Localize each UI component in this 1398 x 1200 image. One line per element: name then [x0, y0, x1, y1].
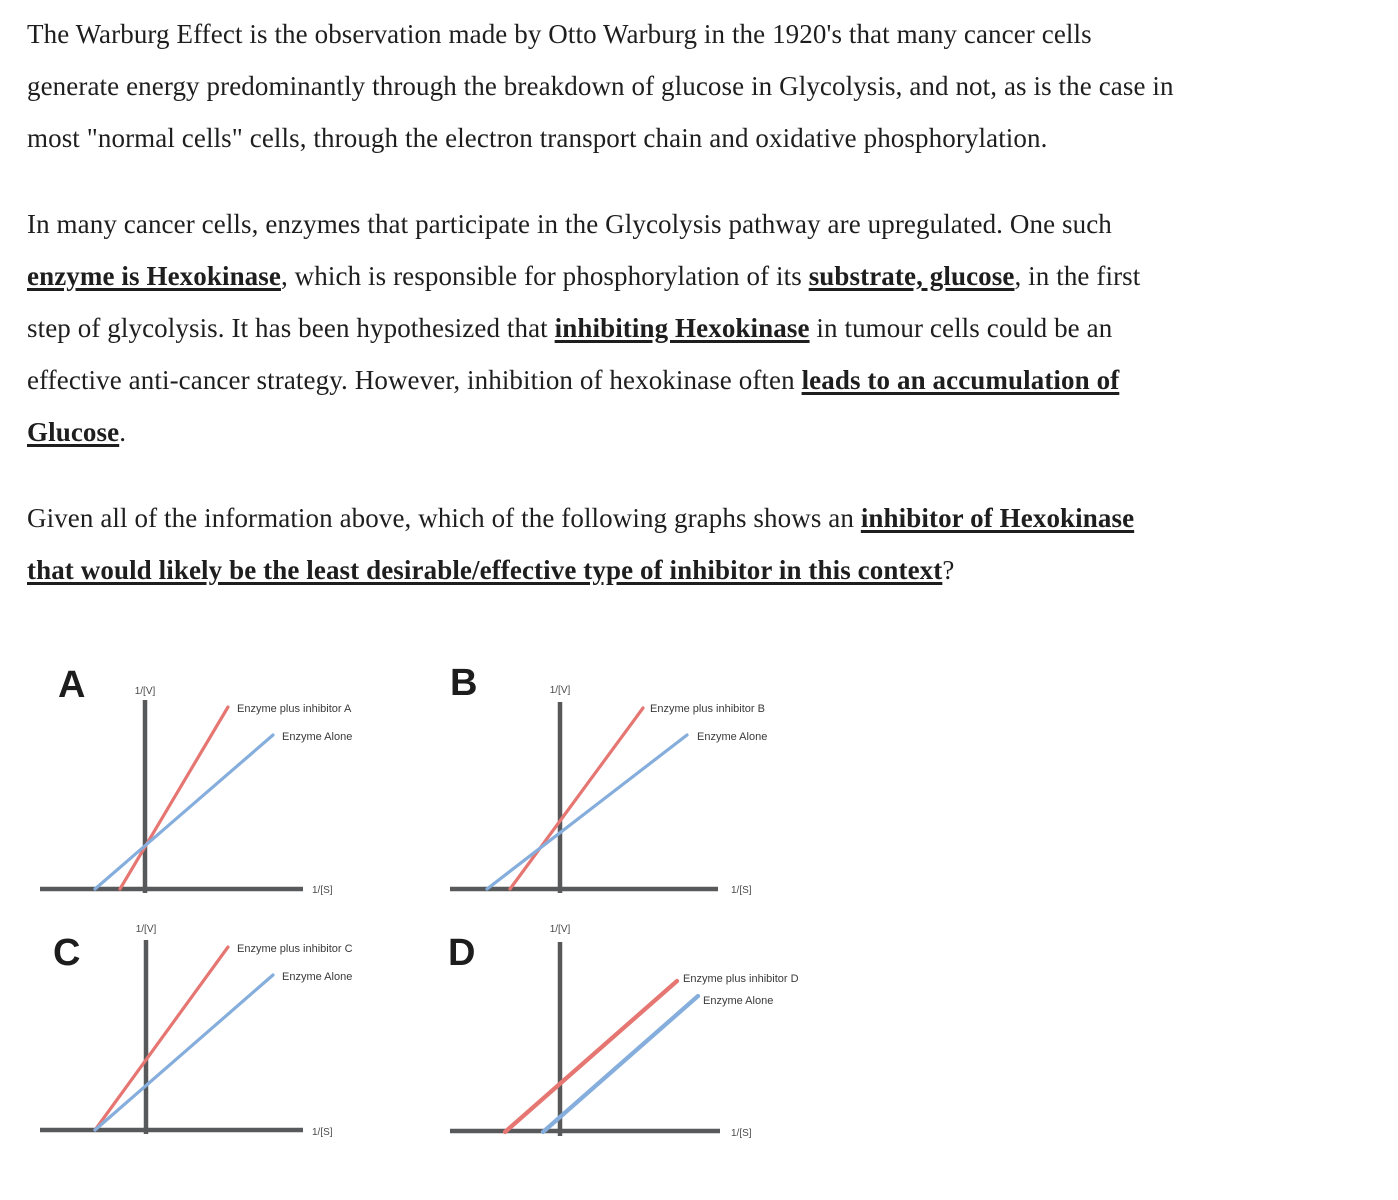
- graph-panel-c: [40, 924, 353, 1138]
- x-axis-label: 1/[S]: [731, 885, 752, 896]
- inhibitor-line-label: Enzyme plus inhibitor B: [650, 703, 765, 715]
- text-line: [27, 8, 1378, 60]
- inhibitor-line-label: Enzyme plus inhibitor A: [237, 703, 352, 715]
- paragraph-3: [27, 492, 1378, 596]
- emphasized-text: leads to an accumulation of: [801, 365, 1120, 395]
- inhibitor-line-label: Enzyme plus inhibitor D: [683, 973, 799, 985]
- panel-letter-d: D: [448, 932, 476, 974]
- body-text: , which is responsible for phosphorylation of its: [280, 261, 809, 291]
- text-line: [27, 198, 1378, 250]
- body-text: .: [119, 417, 127, 447]
- y-axis-label: 1/[V]: [134, 686, 156, 697]
- text-line: [27, 406, 1378, 458]
- text-line: [27, 60, 1378, 112]
- y-axis-label: 1/[V]: [549, 685, 571, 696]
- inhibitor-line: [120, 707, 228, 889]
- emphasized-text: inhibitor of Hexokinase: [860, 503, 1135, 533]
- emphasized-text: enzyme is Hexokinase: [27, 261, 281, 291]
- enzyme-alone-line: [95, 975, 273, 1130]
- x-axis-label: 1/[S]: [312, 1127, 333, 1138]
- inhibitor-line-label: Enzyme plus inhibitor C: [237, 943, 353, 955]
- body-text: step of glycolysis. It has been hypothesized that: [27, 313, 555, 343]
- body-text: generate energy predominantly through the breakdown of glucose in Glycolysis, and not, as is the case in: [27, 71, 1174, 101]
- inhibitor-line: [505, 981, 677, 1132]
- emphasized-text: substrate, glucose: [808, 261, 1015, 291]
- body-text: In many cancer cells, enzymes that participate in the Glycolysis pathway are upregulated. One such: [27, 209, 1112, 239]
- enzyme-alone-line: [95, 735, 273, 889]
- inhibitor-line: [95, 947, 228, 1130]
- text-line: [27, 544, 1378, 596]
- body-text: Given all of the information above, which of the following graphs shows an: [27, 503, 861, 533]
- emphasized-text: Glucose: [27, 417, 120, 447]
- graph-panel-a: [40, 664, 352, 896]
- x-axis-label: 1/[S]: [312, 885, 333, 896]
- body-text: effective anti-cancer strategy. However, inhibition of hexokinase often: [27, 365, 802, 395]
- answer-graphs: [0, 620, 1398, 1200]
- emphasized-text: that would likely be the least desirable/effective type of inhibitor in this context: [27, 555, 943, 585]
- text-line: [27, 112, 1378, 164]
- panel-letter-b: B: [450, 662, 478, 704]
- y-axis-label: 1/[V]: [135, 924, 157, 935]
- body-text: , in the first: [1014, 261, 1141, 291]
- enzyme-alone-label: Enzyme Alone: [703, 995, 774, 1007]
- enzyme-alone-line: [487, 735, 687, 889]
- enzyme-alone-label: Enzyme Alone: [282, 731, 353, 743]
- paragraph-2: [27, 198, 1378, 458]
- inhibitor-line: [510, 708, 643, 889]
- graph-panel-d: [448, 924, 799, 1139]
- x-axis-label: 1/[S]: [731, 1128, 752, 1139]
- text-line: [27, 302, 1378, 354]
- text-line: [27, 354, 1378, 406]
- emphasized-text: inhibiting Hexokinase: [554, 313, 810, 343]
- graph-panel-b: [450, 662, 767, 896]
- text-line: [27, 250, 1378, 302]
- y-axis-label: 1/[V]: [549, 924, 571, 935]
- panel-letter-a: A: [58, 664, 86, 706]
- panel-letter-c: C: [53, 932, 81, 974]
- enzyme-alone-label: Enzyme Alone: [697, 731, 768, 743]
- paragraph-1: [27, 8, 1378, 164]
- body-text: ?: [942, 555, 955, 585]
- enzyme-alone-line: [543, 996, 698, 1132]
- body-text: in tumour cells could be an: [809, 313, 1113, 343]
- text-line: [27, 492, 1378, 544]
- body-text: most "normal cells" cells, through the electron transport chain and oxidative phosphorylation.: [27, 123, 1048, 153]
- body-text: The Warburg Effect is the observation made by Otto Warburg in the 1920's that many cancer cells: [27, 19, 1092, 49]
- enzyme-alone-label: Enzyme Alone: [282, 971, 353, 983]
